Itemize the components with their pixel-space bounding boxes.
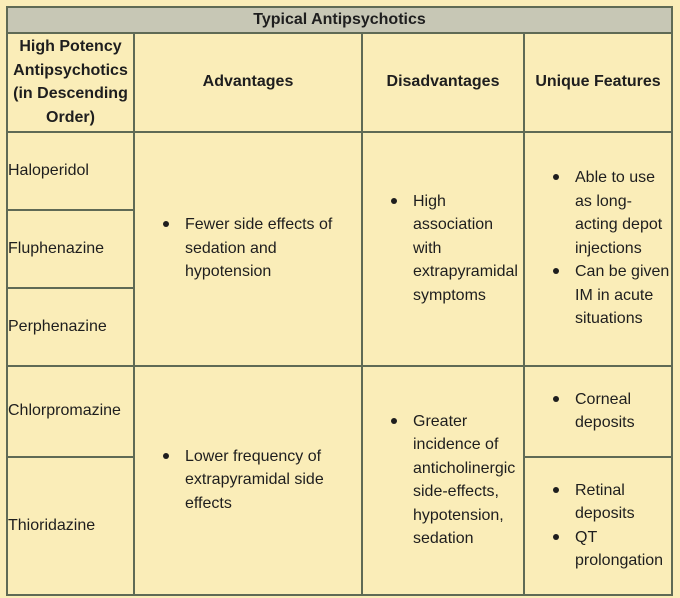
list-item: Fewer side effects of sedation and hypotension [157, 213, 361, 284]
list-item: Retinal deposits [547, 479, 671, 526]
thioridazine-unique-features [524, 457, 672, 595]
group2-advantages [134, 366, 362, 595]
list-item: Corneal deposits [547, 388, 671, 435]
list-item: Able to use as long-acting depot injections [547, 166, 671, 260]
drug-chlorpromazine: Chlorpromazine [7, 366, 134, 457]
header-disadvantages: Disadvantages [362, 33, 524, 132]
drug-haloperidol: Haloperidol [7, 132, 134, 210]
drug-perphenazine: Perphenazine [7, 288, 134, 366]
group1-disadvantages [362, 132, 524, 366]
list-item: Greater incidence of anticholinergic side-effects, hypotension, sedation [385, 410, 523, 551]
header-unique-features: Unique Features [524, 33, 672, 132]
group2-disadvantages [362, 366, 524, 595]
list-item: QT prolongation [547, 526, 671, 573]
group1-unique-features [524, 132, 672, 366]
header-advantages: Advantages [134, 33, 362, 132]
antipsychotics-table [6, 6, 673, 596]
drug-thioridazine: Thioridazine [7, 457, 134, 595]
drug-fluphenazine: Fluphenazine [7, 210, 134, 288]
chlorpromazine-unique-features [524, 366, 672, 457]
table-title: Typical Antipsychotics [7, 7, 672, 33]
header-high-potency: High Potency Antipsychotics (in Descending Order) [7, 33, 134, 132]
group1-advantages [134, 132, 362, 366]
list-item: Can be given IM in acute situations [547, 260, 671, 331]
list-item: Lower frequency of extrapyramidal side effects [157, 445, 361, 516]
list-item: High association with extrapyramidal symptoms [385, 190, 523, 308]
